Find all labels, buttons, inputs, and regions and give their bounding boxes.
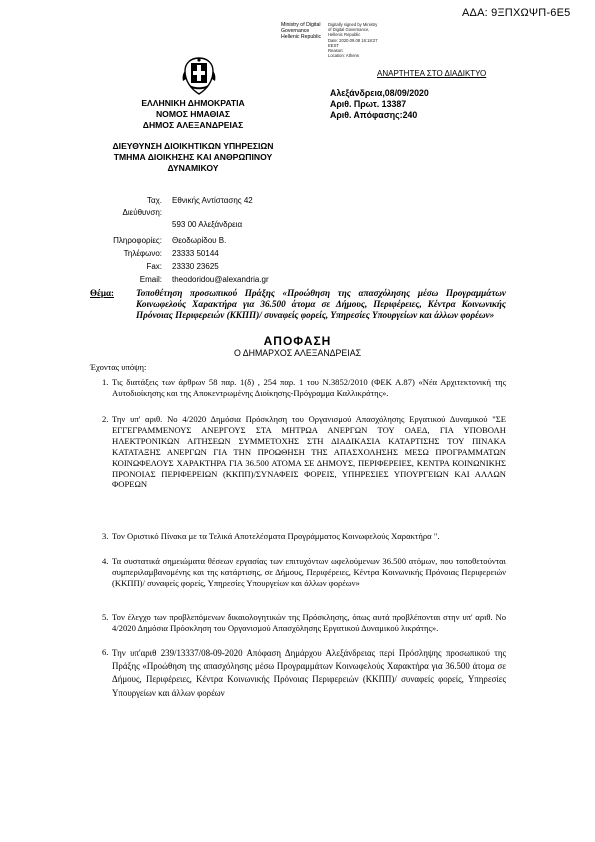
item-number: 1. [102,377,109,387]
header-line: ΕΛΛΗΝΙΚΗ ΔΗΜΟΚΡΑΤΙΑ [141,98,245,108]
signature-detail-line: Reason: [328,48,344,54]
signature-detail-line: of Digital Governance, [328,27,370,33]
reference-info [330,88,429,121]
signature-detail-line: Date: 2020.09.08 16:18:27 [328,37,378,43]
header-line: ΝΟΜΟΣ ΗΜΑΘΙΑΣ [155,109,231,120]
address-label: Ταχ. [146,196,162,205]
internet-posting-notice: ΑΝΑΡΤΗΤΕΑ ΣΤΟ ΔΙΑΔΙΚΤΥΟ [377,69,487,78]
ada-code: ΑΔΑ: 9ΞΠΧΩΨΠ-6Ε5 [462,7,571,19]
item-text: Τις διατάξεις των άρθρων 58 παρ. 1(δ) , 254 παρ. 1 του Ν.3852/2010 (ΦΕΚ Α.87) «Νέα Αρχιτεκτονική της Αυτοδιοίκησης και της Αποκεντρωμένης Διοίκησης-Πρόγραμμα Καλλικράτης». [112,377,506,398]
fax-label: Fax: [146,262,162,271]
signature-line: Ministry of Digital [281,22,321,28]
directorate-line: ΔΥΝΑΜΙΚΟΥ [167,162,219,173]
item-number: 2. [102,414,109,424]
protocol-number: Αριθ. Πρωτ. 13387 [330,99,407,109]
signature-detail-line: EEST [328,42,339,48]
list-item [102,612,506,634]
item-text: Τον έλεγχο των προβλεπόμενων δικαιολογητικών της Πρόσκλησης, όπως αυτά προβλέπονται στην υπ' αριθ. Νο 4/2020 Δημόσια Πρόσκληση του Οργανισμού Απασχόλησης Εργατικού Δυναμικού λικράτης». [112,612,506,633]
greek-coat-of-arms-icon [181,57,217,95]
signature-line: Hellenic Republic [281,34,322,41]
decision-number: Αριθ. Απόφασης:240 [330,110,418,120]
email-value: theodoridou@alexandria.gr [172,275,269,284]
email-label: Email: [139,275,162,284]
signature-detail-line: Location: Athens [328,53,359,59]
directorate-line: ΔΙΕΥΘΥΝΣΗ ΔΙΟΙΚΗΤΙΚΩΝ ΥΠΗΡΕΣΙΩΝ [112,141,274,151]
signature-line: Governance [281,28,310,35]
info-label: Πληροφορίες: [113,236,162,245]
postal-code: 593 00 Αλεξάνδρεια [172,220,243,229]
directorate-line: ΤΜΗΜΑ ΔΙΟΙΚΗΣΗΣ ΚΑΙ ΑΝΘΡΩΠΙΝΟΥ [113,151,273,162]
list-item [102,556,506,589]
item-text: Την υπ' αριθ. Νο 4/2020 Δημόσια Πρόσκληση του Οργανισμού Απασχόλησης Εργατικού Δυναμικού "ΣΕ ΕΓΓΕΓΡΑΜΜΕΝΟΥΣ ΑΝΕΡΓΟΥΣ ΣΤΑ ΜΗΤΡΩΑ ΑΝΕΡΓΩΝ ΤΟΥ ΟΑΕΔ, ΓΙΑ ΥΠΟΒΟΛΗ ΗΛΕΚΤΡΟΝΙΚΩΝ ΑΙΤΗΣΕΩΝ ΣΥΜΜΕΤΟΧΗΣ ΣΤΗ ΔΙΑΔΙΚΑΣΙΑ ΚΑΤΑΡΤΙΣΗΣ ΤΟΥ ΠΙΝΑΚΑ ΚΑΤΑΤΑΞΗΣ ΑΝΕΡΓΩΝ ΓΙΑ ΤΗΝ ΠΡΟΩΘΗΣΗ ΤΗΣ ΑΠΑΣΧΟΛΗΣΗΣ ΜΕΣΩ ΠΡΟΓΡΑΜΜΑΤΩΝ ΚΟΙΝΩΦΕΛΟΥΣ ΧΑΡΑΚΤΗΡΑ ΓΙΑ 36.500 ΑΤΟΜΑ ΣΕ ΔΗΜΟΥΣ, ΠΕΡΙΦΕΡΕΙΕΣ, ΚΕΝΤΡΑ ΚΟΙΝΩΝΙΚΗΣ ΠΡΟΝΟΙΑΣ ΠΕΡΙΦΕΡΕΙΩΝ (ΚΚΠΠ)/ΣΥΝΑΦΕΙΣ ΦΟΡΕΙΣ, ΥΠΗΡΕΣΙΕΣ ΥΠΟΥΡΓΕΙΩΝ ΚΑΙ ΑΛΛΩΝ ΦΟΡΕΩΝ [112,414,506,490]
document-date: Αλεξάνδρεια,08/09/2020 [330,88,429,98]
signature-detail-line: Hellenic Republic [328,32,361,38]
issuer-header [88,98,298,132]
having-regard-heading: Έχοντας υπόψη: [90,362,147,372]
info-value: Θεοδωρίδου Β. [172,236,227,245]
signature-detail-line: Digitally signed by Ministry [328,22,378,27]
directorate-header [88,141,298,173]
subject-label: Θέμα: [90,288,114,298]
fax-value: 23330 23625 [172,262,219,271]
list-item [102,647,506,700]
item-number: 6. [102,647,109,657]
address-label-2: Διεύθυνση: [122,208,162,217]
decision-title: ΑΠΟΦΑΣΗ [263,334,332,348]
header-line: ΔΗΜΟΣ ΑΛΕΞΑΝΔΡΕΙΑΣ [142,120,244,131]
signature-signer [281,22,321,41]
subject-text: Τοποθέτηση προσωπικού Πράξης «Προώθηση της απασχόλησης μέσω Προγραμμάτων Κοινωφελούς Χαρακτήρα για 36.500 άτομα σε Δήμους, Περιφέρειες, Κέντρα Κοινωνικής Πρόνοιας Περιφερειών (ΚΚΠΠ)/ συναφείς φορείς, Υπηρεσίες Υπουργείων και άλλων φορέων» [136,288,506,320]
phone-label: Τηλέφωνο: [123,249,162,258]
phone-value: 23333 50144 [172,249,219,258]
signature-details [328,22,398,58]
address-value: Εθνικής Αντίστασης 42 [172,196,253,205]
list-item [102,377,506,399]
list-item [102,531,506,542]
item-text: Τον Οριστικό Πίνακα με τα Τελικά Αποτελέσματα Προγράμματος Κοινωφελούς Χαρακτήρα ". [112,531,440,541]
item-number: 3. [102,531,109,541]
item-text: Τα συστατικά σημειώματα θέσεων εργασίας των επιτυχόντων ωφελούμενων 36.500 ατόμων, που τοποθετούνται συμπεριλαμβανομένης και της κατάρτισης, σε Δήμους, Περιφέρειες, Κέντρα Κοινωνικής Πρόνοιας Περιφερειών (ΚΚΠΠ)/ συναφείς φορείς, Υπηρεσίες Υπουργείων και άλλων φορέων» [112,556,506,588]
item-number: 4. [102,556,109,566]
item-number: 5. [102,612,109,622]
issuer-mayor: Ο ΔΗΜΑΡΧΟΣ ΑΛΕΞΑΝΔΡΕΙΑΣ [233,348,362,358]
list-item [102,414,506,490]
item-text: Την υπ'αριθ 239/13337/08-09-2020 Απόφαση Δημάρχου Αλεξάνδρειας περί Πρόσληψης προσωπικού της Πράξης «Προώθηση της απασχόλησης μέσω Προγραμμάτων Κοινωφελούς Χαρακτήρα για 36.500 άτομα σε Δήμους, Περιφέρειες, Κέντρα Κοινωνικής Πρόνοιας Περιφερειών (ΚΚΠΠ)/ συναφείς φορείς, Υπηρεσίες Υπουργείων και άλλων φορέων [112,648,506,698]
